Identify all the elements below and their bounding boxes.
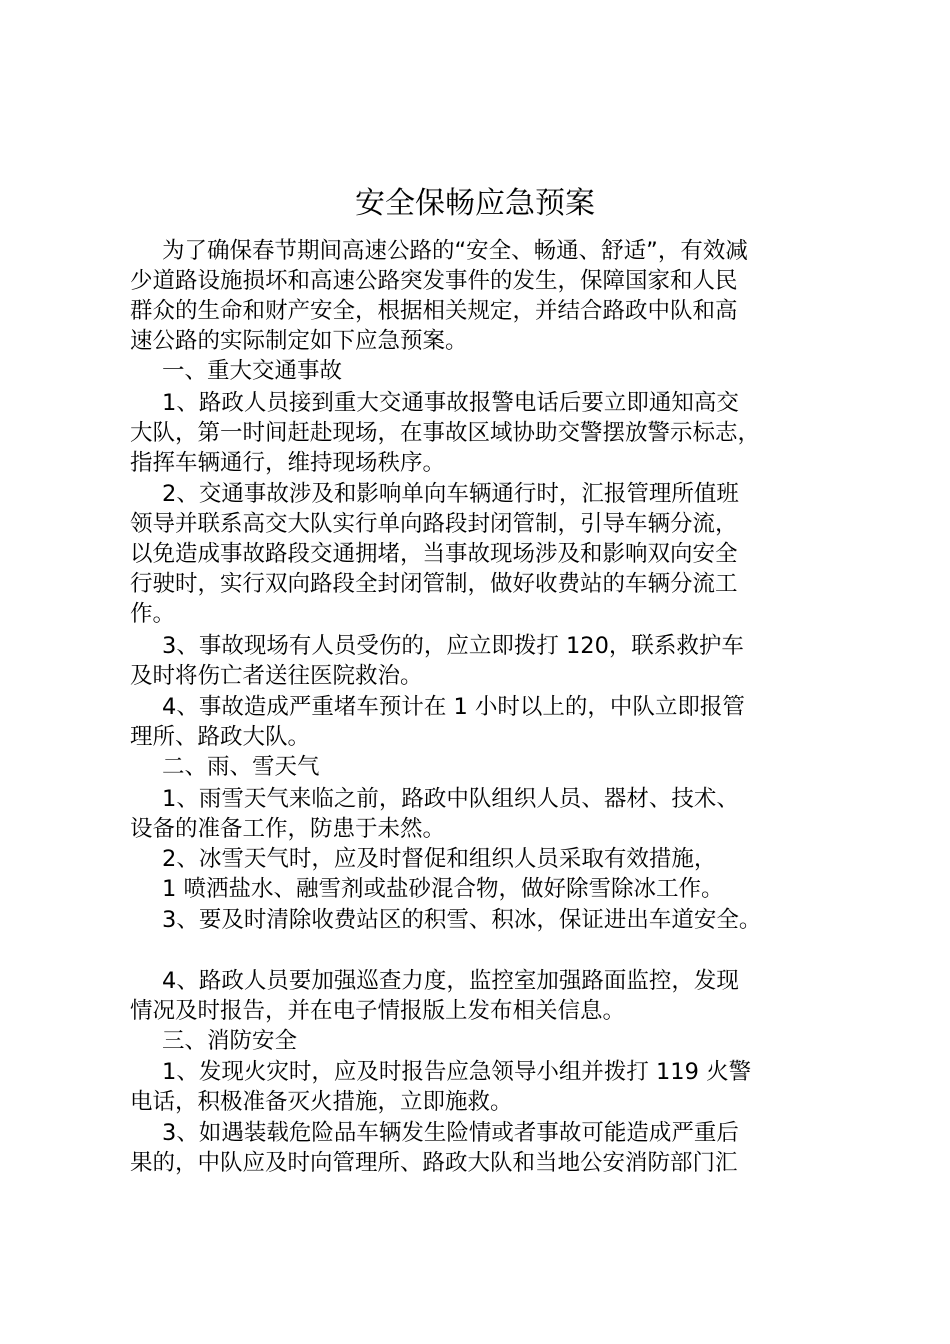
text-line: 1、发现火灾时，应及时报告应急领导小组并拨打 119 火警 (162, 1059, 752, 1085)
text-line: 少道路设施损坏和高速公路突发事件的发生，保障国家和人民 (130, 268, 738, 294)
text-line: 理所、路政大队。 (130, 724, 311, 750)
section-heading: 三、消防安全 (162, 1028, 298, 1054)
text-line: 1 喷洒盐水、融雪剂或盐砂混合物，做好除雪除冰工作。 (162, 876, 724, 902)
text-line: 速公路的实际制定如下应急预案。 (130, 328, 468, 354)
text-line: 行驶时，实行双向路段全封闭管制，做好收费站的车辆分流工 (130, 571, 738, 597)
text-line: 3、如遇装载危险品车辆发生险情或者事故可能造成严重后 (162, 1120, 739, 1146)
text-line: 及时将伤亡者送往医院救治。 (130, 663, 423, 689)
text-line: 1、雨雪天气来临之前，路政中队组织人员、器材、技术、 (162, 786, 739, 812)
document-title: 安全保畅应急预案 (355, 186, 595, 221)
text-line: 设备的准备工作，防患于未然。 (130, 816, 446, 842)
text-line: 2、交通事故涉及和影响单向车辆通行时，汇报管理所值班 (162, 481, 739, 507)
text-line: 果的，中队应及时向管理所、路政大队和当地公安消防部门汇 (130, 1150, 738, 1176)
text-line: 群众的生命和财产安全，根据相关规定，并结合路政中队和高 (130, 298, 738, 324)
text-line: 3、事故现场有人员受伤的，应立即拨打 120，联系救护车 (162, 633, 744, 659)
text-line: 指挥车辆通行，维持现场秩序。 (130, 450, 446, 476)
text-line: 电话，积极准备灭火措施，立即施救。 (130, 1089, 513, 1115)
text-line: 为了确保春节期间高速公路的“安全、畅通、舒适”，有效减 (162, 238, 748, 264)
text-line: 领导并联系高交大队实行单向路段封闭管制，引导车辆分流， (130, 511, 738, 537)
text-line: 作。 (130, 601, 176, 627)
text-line: 2、冰雪天气时，应及时督促和组织人员采取有效措施， (162, 846, 717, 872)
section-heading: 二、雨、雪天气 (162, 754, 320, 780)
text-line: 4、路政人员要加强巡查力度，监控室加强路面监控，发现 (162, 968, 739, 994)
text-line: 大队，第一时间赶赴现场，在事故区域协助交警摆放警示标志， (130, 420, 761, 446)
text-line: 1、路政人员接到重大交通事故报警电话后要立即通知高交 (162, 390, 739, 416)
section-heading: 一、重大交通事故 (162, 358, 343, 384)
text-line: 情况及时报告，并在电子情报版上发布相关信息。 (130, 998, 626, 1024)
text-line: 4、事故造成严重堵车预计在 1 小时以上的，中队立即报管 (162, 694, 745, 720)
text-line: 3、要及时清除收费站区的积雪、积冰，保证进出车道安全。 (162, 907, 762, 933)
text-line: 以免造成事故路段交通拥堵，当事故现场涉及和影响双向安全 (130, 541, 738, 567)
